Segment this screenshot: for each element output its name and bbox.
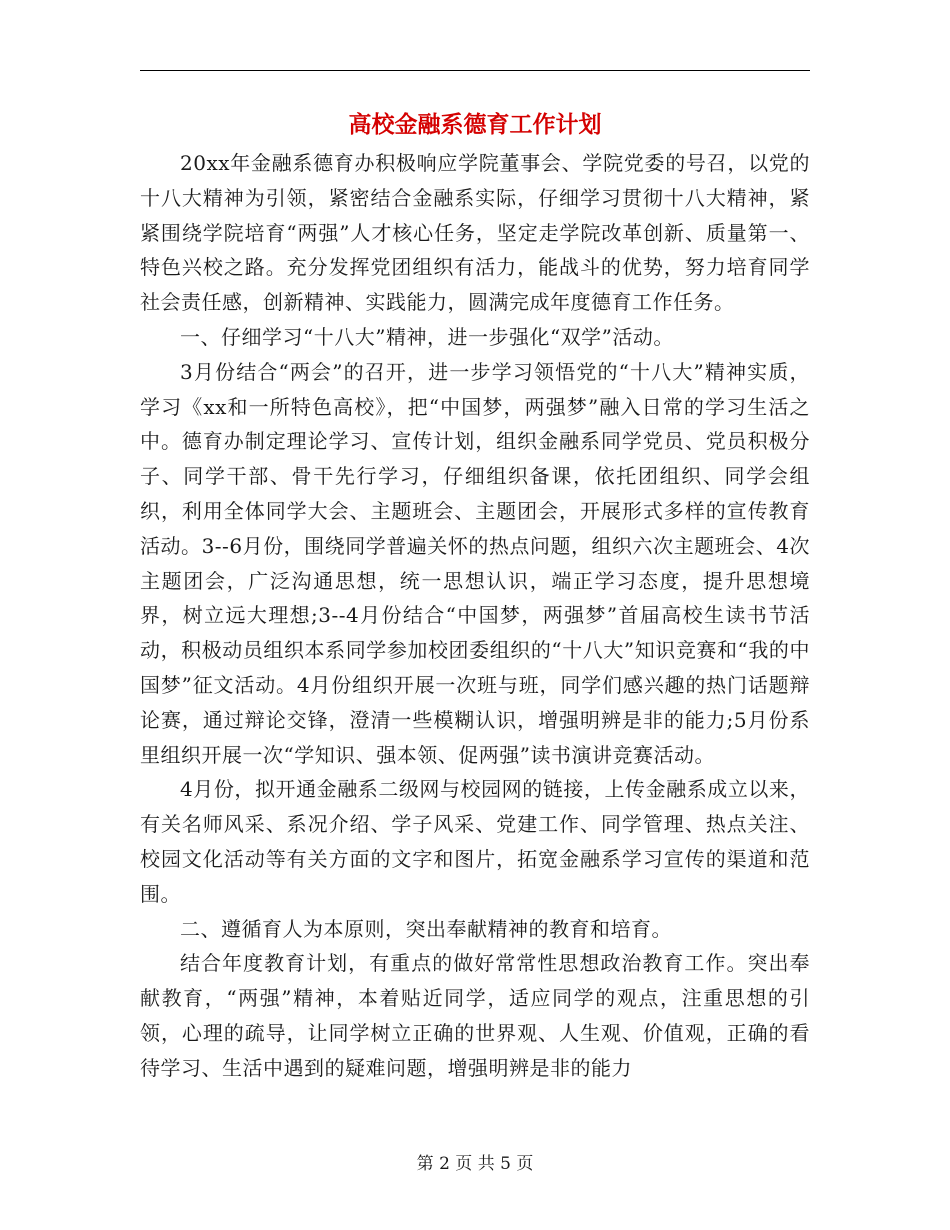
document-body — [140, 146, 810, 1086]
section-heading-1: 一、仔细学习“十八大”精神，进一步强化“双学”活动。 — [180, 324, 674, 349]
paragraph-education-plan: 结合年度教育计划，有重点的做好常常性思想政治教育工作。突出奉献教育，“两强”精神，本着贴近同学，适应同学的观点，注重思想的引领，心理的疏导，让同学树立正确的世界观、人生观、价值观，正确的看待学习、生活中遇到的疑难问题，增强明辨是非的能力 — [140, 951, 810, 1080]
paragraph-april-website: 4月份，拟开通金融系二级网与校园网的链接，上传金融系成立以来，有关名师风采、系况介绍、学子风采、党建工作、同学管理、热点关注、校园文化活动等有关方面的文字和图片，拓宽金融系学习宣传的渠道和范围。 — [140, 777, 810, 906]
header-rule — [140, 70, 810, 71]
section-heading-2: 二、遵循育人为本原则，突出奉献精神的教育和培育。 — [180, 916, 672, 941]
paragraph-march-activities: 3月份结合“两会”的召开，进一步学习领悟党的“十八大”精神实质，学习《xx和一所特色高校》，把“中国梦，两强梦”融入日常的学习生活之中。德育办制定理论学习、宣传计划，组织金融系同学党员、党员积极分子、同学干部、骨干先行学习，仔细组织备课，依托团组织、同学会组织，利用全体同学大会、主题班会、主题团会，开展形式多样的宣传教育活动。3--6月份，围绕同学普遍关怀的热点问题，组织六次主题班会、4次主题团会，广泛沟通思想，统一思想认识，端正学习态度，提升思想境界，树立远大理想;3--4月份结合“中国梦，两强梦”首届高校生读书节活动，积极动员组织本系同学参加校团委组织的“十八大”知识竞赛和“我的中国梦”征文活动。4月份组织开展一次班与班，同学们感兴趣的热门话题辩论赛，通过辩论交锋，澄清一些模糊认识，增强明辨是非的能力;5月份系里组织开展一次“学知识、强本领、促两强”读书演讲竞赛活动。 — [140, 359, 810, 767]
document-title: 高校金融系德育工作计划 — [348, 111, 602, 138]
page-number-footer: 第 2 页 共 5 页 — [416, 1154, 534, 1174]
paragraph-intro: 20xx年金融系德育办积极响应学院董事会、学院党委的号召，以党的十八大精神为引领，紧密结合金融系实际，仔细学习贯彻十八大精神，紧紧围绕学院培育“两强”人才核心任务，坚定走学院改革创新、质量第一、特色兴校之路。充分发挥党团组织有活力，能战斗的优势，努力培育同学社会责任感，创新精神、实践能力，圆满完成年度德育工作任务。 — [140, 151, 810, 315]
